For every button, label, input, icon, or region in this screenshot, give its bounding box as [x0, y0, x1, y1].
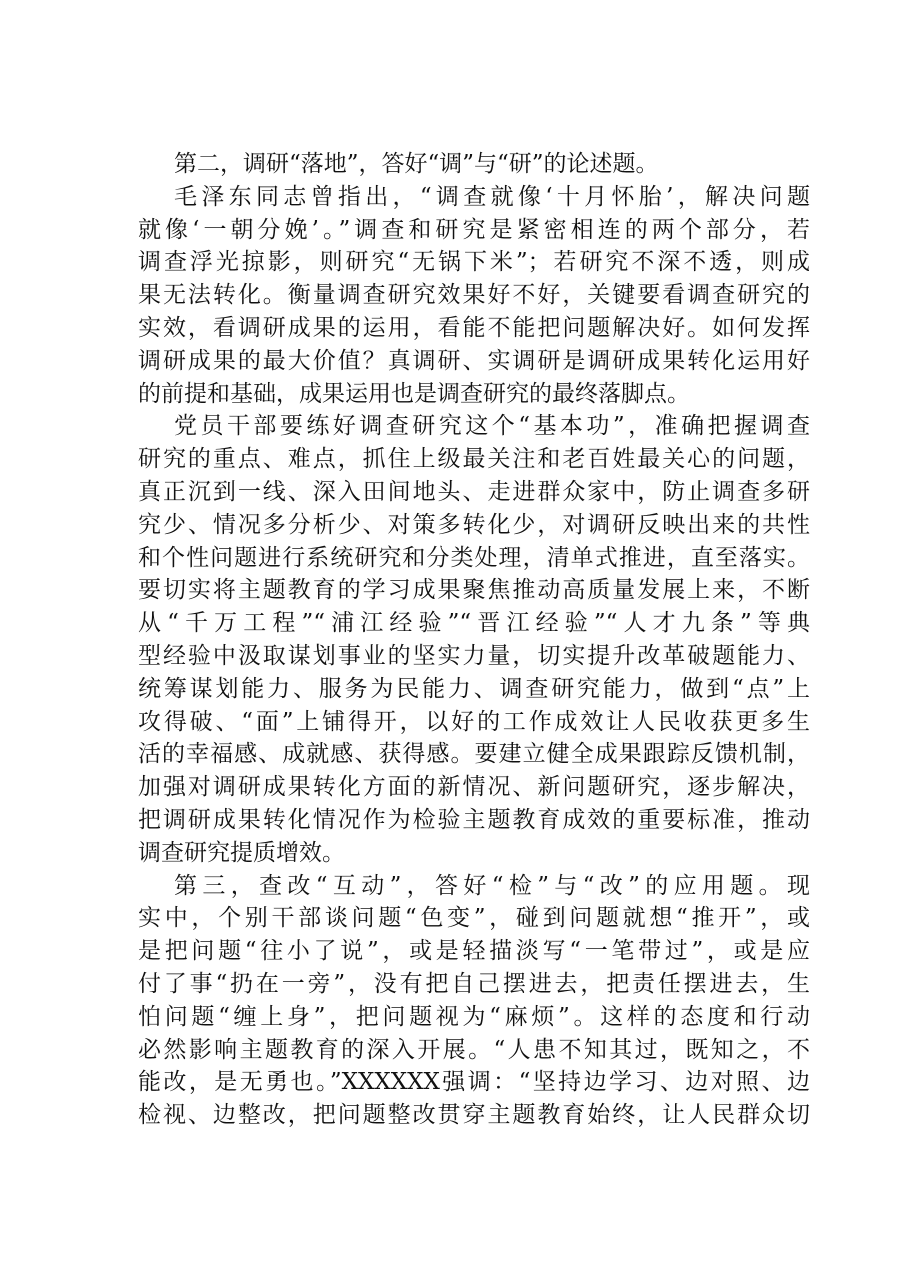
text-line: 第三，查改“互动”，答好“检”与“改”的应用题。现 [174, 872, 810, 899]
text-line: 怕问题“缠上身”，把问题视为“麻烦”。这样的态度和行动 [138, 1003, 810, 1030]
text-line: 研究的重点、难点，抓住上级最关注和老百姓最关心的问题， [138, 446, 810, 473]
text-line: 果无法转化。衡量调查研究效果好不好，关键要看调查研究的 [138, 282, 810, 309]
text-line: 要切实将主题教育的学习成果聚焦推动高质量发展上来，不断 [138, 577, 810, 604]
text-line: 攻得破、“面”上铺得开，以好的工作成效让人民收获更多生 [138, 708, 810, 735]
text-line: 和个性问题进行系统研究和分类处理，清单式推进，直至落实。 [138, 544, 810, 571]
text-line: 就像‘一朝分娩’。”调查和研究是紧密相连的两个部分，若 [138, 216, 810, 243]
text-line: 真正沉到一线、深入田间地头、走进群众家中，防止调查多研 [138, 478, 810, 505]
text-line: 的前提和基础，成果运用也是调查研究的最终落脚点。 [138, 380, 690, 407]
text-line: 毛泽东同志曾指出，“调查就像‘十月怀胎’，解决问题 [174, 183, 810, 210]
text-line: 型经验中汲取谋划事业的坚实力量，切实提升改革破题能力、 [138, 642, 810, 669]
text-line: 是把问题“往小了说”，或是轻描淡写“一笔带过”，或是应 [138, 938, 810, 965]
text-line: 究少、情况多分析少、对策多转化少，对调研反映出来的共性 [138, 511, 810, 538]
text-line: 能改，是无勇也。”XXXXXX强调：“坚持边学习、边对照、边 [138, 1069, 810, 1096]
text-line: 实中，个别干部谈问题“色变”，碰到问题就想“推开”，或 [138, 905, 810, 932]
text-line: 从“千万工程”“浦江经验”“晋江经验”“人才九条”等典 [138, 610, 810, 637]
text-line: 把调研成果转化情况作为检验主题教育成效的重要标准，推动 [138, 806, 810, 833]
text-line: 统筹谋划能力、服务为民能力、调查研究能力，做到“点”上 [138, 675, 810, 702]
paragraph-heading-second [138, 148, 810, 181]
text-line: 调查浮光掠影，则研究“无锅下米”；若研究不深不透，则成 [138, 249, 810, 276]
text-line: 党员干部要练好调查研究这个“基本功”，准确把握调查 [174, 413, 810, 440]
text-line: 付了事“扔在一旁”，没有把自己摆进去，把责任摆进去，生 [138, 970, 810, 997]
text-line: 调研成果的最大价值？真调研、实调研是调研成果转化运用好 [138, 347, 810, 374]
text-line: 实效，看调研成果的运用，看能不能把问题解决好。如何发挥 [138, 314, 810, 341]
text-line: 第二，调研“落地”，答好“调”与“研”的论述题。 [174, 151, 659, 177]
paragraph-heading-third [138, 870, 810, 1132]
paragraph-mao-quote [138, 181, 810, 411]
text-line: 活的幸福感、成就感、获得感。要建立健全成果跟踪反馈机制， [138, 741, 810, 768]
paragraph-party-cadres [138, 410, 810, 869]
text-line: 必然影响主题教育的深入开展。“人患不知其过，既知之，不 [138, 1036, 810, 1063]
text-line: 调查研究提质增效。 [138, 839, 345, 866]
document-body [138, 148, 810, 1132]
text-line: 检视、边整改，把问题整改贯穿主题教育始终，让人民群众切 [138, 1102, 810, 1129]
text-line: 加强对调研成果转化方面的新情况、新问题研究，逐步解决， [138, 774, 810, 801]
